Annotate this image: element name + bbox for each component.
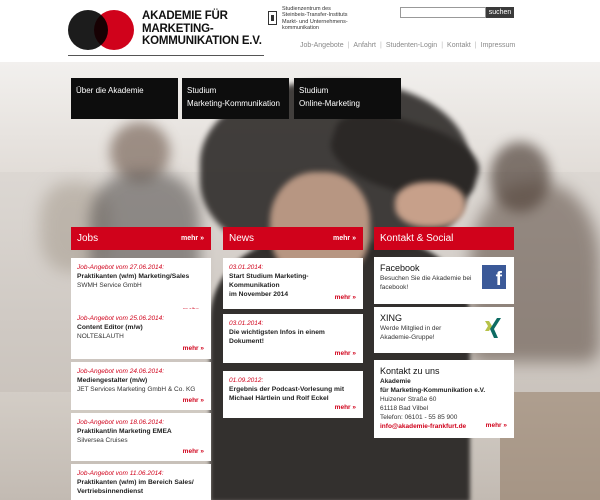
xing-text-2: Akademie-Gruppe! (380, 334, 435, 341)
job-more-link[interactable]: mehr » (182, 345, 204, 352)
topnav-kontakt[interactable]: Kontakt (447, 42, 471, 49)
contact-phone: Telefon: 06101 - 55 85 900 (380, 414, 458, 421)
job-title: Praktikant/in Marketing EMEA (77, 428, 172, 435)
news-title: News (229, 233, 255, 244)
news-card[interactable] (223, 258, 363, 309)
news-date: 01.09.2012: (229, 377, 264, 384)
steinbeis-line-2: Steinbeis-Transfer-Instituts (282, 12, 348, 19)
contact-street: Huizener Straße 60 (380, 396, 437, 403)
contact-title: Kontakt zu uns (380, 366, 440, 376)
xing-icon[interactable] (480, 315, 506, 341)
kontakt-title: Kontakt & Social (380, 233, 454, 244)
job-company: NOLTE&LAUTH (77, 333, 124, 340)
steinbeis-line-4: kommunikation (282, 24, 319, 31)
job-date: Job-Angebot vom 27.06.2014: (77, 264, 165, 271)
top-navigation: Job-Angebote | Anfahrt | Studenten-Login | Kontakt | Impressum (300, 42, 516, 49)
news-title-line-1: Ergebnis der Podcast-Vorlesung mit (229, 386, 345, 393)
contact-more-link[interactable]: mehr » (485, 422, 507, 429)
news-title-line-2: Dokument! (229, 338, 264, 345)
job-company: Silversea Cruises (77, 437, 128, 444)
news-card[interactable] (223, 371, 363, 418)
jobs-header (71, 227, 211, 250)
job-card[interactable] (71, 464, 211, 500)
contact-name-2: für Marketing-Kommunikation e.V. (380, 387, 486, 394)
facebook-card[interactable] (374, 257, 514, 304)
contact-card (374, 360, 514, 438)
job-card[interactable] (71, 309, 211, 359)
news-header (223, 227, 363, 250)
nav-label-2a: Studium (187, 86, 217, 95)
news-more-link[interactable]: mehr » (334, 404, 356, 411)
steinbeis-logo-icon (268, 11, 277, 25)
logo-circle-red (94, 10, 134, 50)
facebook-icon[interactable]: f (482, 265, 506, 289)
job-title: Praktikanten (w/m) im Bereich Sales/ (77, 479, 194, 486)
news-date: 03.01.2014: (229, 320, 264, 327)
steinbeis-line-1: Studienzentrum des (282, 6, 331, 12)
nav-ueber-die-akademie[interactable] (71, 78, 178, 119)
logo-line-1: AKADEMIE FÜR (142, 10, 228, 22)
site-logo[interactable] (68, 8, 264, 52)
nav-label-2b: Marketing-Kommunikation (187, 99, 280, 108)
search-form (400, 7, 514, 19)
jobs-more-link[interactable]: mehr » (181, 235, 204, 242)
job-title: Mediengestalter (m/w) (77, 377, 148, 384)
job-date: Job-Angebot vom 11.06.2014: (77, 470, 164, 477)
topnav-anfahrt[interactable]: Anfahrt (353, 42, 376, 49)
facebook-text-2: facebook! (380, 284, 409, 291)
contact-email-link[interactable]: info@akademie-frankfurt.de (380, 423, 467, 430)
news-title-line-2: Michael Härtlein und Rolf Eckel (229, 395, 329, 402)
xing-title: XING (380, 313, 403, 323)
search-input[interactable] (400, 7, 486, 18)
job-date: Job-Angebot vom 18.06.2014: (77, 419, 165, 426)
kontakt-column (374, 227, 514, 430)
nav-studium-online-marketing[interactable] (294, 78, 401, 119)
job-more-link[interactable]: mehr » (182, 448, 204, 455)
news-more-link[interactable]: mehr » (334, 350, 356, 357)
job-title: Content Editor (m/w) (77, 324, 143, 331)
news-title-line-1: Start Studium Marketing-Kommunikation (229, 273, 309, 289)
nav-studium-marketing-kommunikation[interactable] (182, 78, 289, 119)
topnav-studenten-login[interactable]: Studenten-Login (385, 42, 438, 49)
contact-city: 61118 Bad Vilbel (380, 405, 429, 412)
nav-label-1a: Über die Akademie (76, 86, 144, 95)
site-header (0, 0, 600, 62)
job-title-line-2: Vertriebsinnendienst (77, 488, 144, 495)
logo-text (142, 10, 268, 48)
news-card[interactable] (223, 314, 363, 363)
logo-line-3: KOMMUNIKATION E.V. (142, 35, 262, 47)
job-company: SWMH Service GmbH (77, 282, 142, 289)
job-card[interactable] (71, 413, 211, 461)
job-company: JET Services Marketing GmbH & Co. KG (77, 386, 196, 393)
nav-label-3b: Online-Marketing (299, 99, 360, 108)
news-title-line-1: Die wichtigsten Infos in einem (229, 329, 325, 336)
job-more-link[interactable]: mehr » (182, 397, 204, 404)
job-date: Job-Angebot vom 24.06.2014: (77, 368, 165, 375)
job-title: Praktikanten (w/m) Marketing/Sales (77, 273, 190, 280)
news-more-link[interactable]: mehr » (333, 235, 356, 242)
facebook-title: Facebook (380, 263, 420, 273)
xing-card[interactable] (374, 307, 514, 353)
kontakt-header (374, 227, 514, 250)
contact-name-1: Akademie (380, 378, 411, 385)
job-date: Job-Angebot vom 25.06.2014: (77, 315, 165, 322)
jobs-column (71, 227, 211, 495)
news-column (223, 227, 363, 411)
logo-line-2: MARKETING- (142, 22, 214, 35)
job-card[interactable] (71, 362, 211, 410)
jobs-title: Jobs (77, 233, 99, 244)
logo-underline (68, 55, 264, 56)
news-more-link[interactable]: mehr » (334, 294, 356, 301)
steinbeis-line-3: Markt- und Unternehmens- (282, 18, 348, 25)
facebook-text-1: Besuchen Sie die Akademie bei (380, 275, 472, 282)
news-date: 03.01.2014: (229, 264, 264, 271)
search-button[interactable]: suchen (486, 7, 514, 18)
nav-label-3a: Studium (299, 86, 329, 95)
topnav-impressum[interactable]: Impressum (480, 42, 516, 49)
topnav-job-angebote[interactable]: Job-Angebote (300, 42, 344, 49)
news-title-line-2: im November 2014 (229, 291, 289, 298)
xing-text-1: Werde Mitglied in der (380, 325, 442, 332)
